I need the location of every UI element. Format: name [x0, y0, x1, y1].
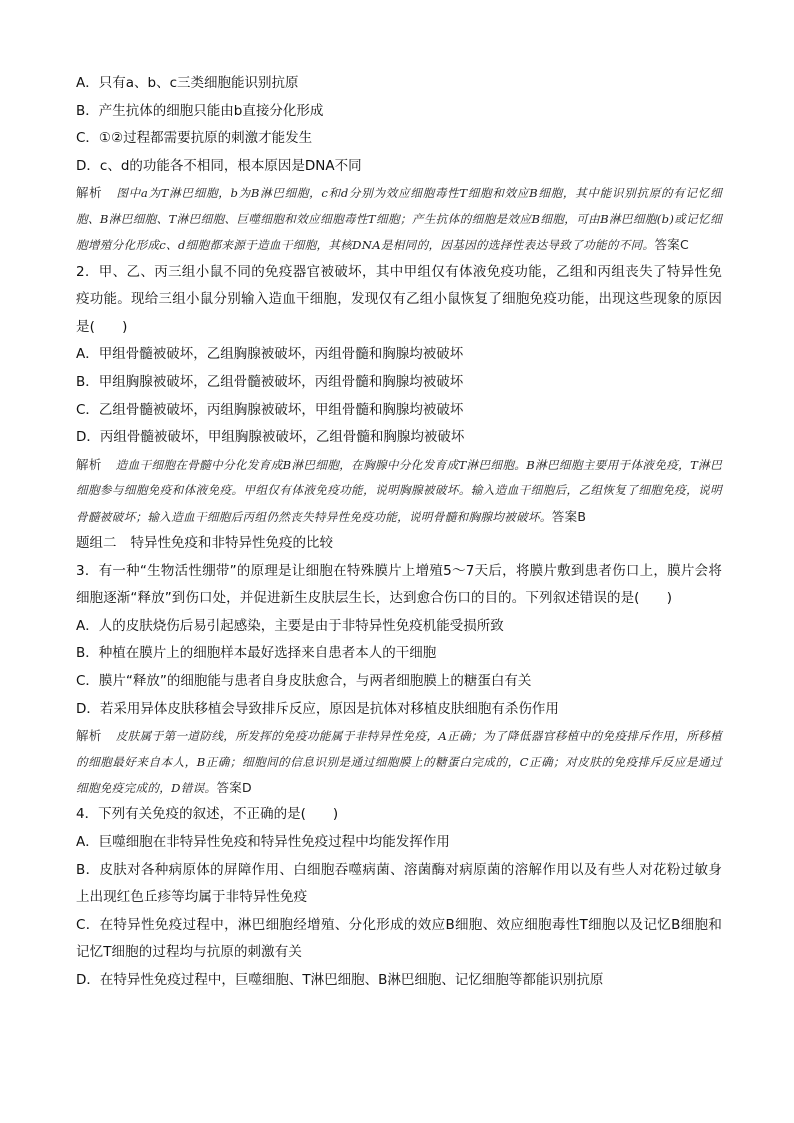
q1-option-d: D．c、d的功能各不相同，根本原因是DNA不同: [76, 157, 362, 174]
q1-analysis: [76, 180, 722, 258]
q3-option-c: C．膜片“释放”的细胞能与患者自身皮肤愈合，与两者细胞膜上的糖蛋白有关: [76, 672, 532, 689]
q4-option-c: C．在特异性免疫过程中，淋巴细胞经增殖、分化形成的效应B细胞、效应细胞毒性T细胞以及记忆B细胞和记忆T细胞的过程均与抗原的刺激有关: [76, 916, 722, 961]
analysis-text: 造血干细胞在骨髓中分化发育成B淋巴细胞，在胸腺中分化发育成T淋巴细胞。B淋巴细胞主要用于体液免疫，T淋巴细胞参与细胞免疫和体液免疫。甲组仅有体液免疫功能，说明胸腺被破坏。输入造血干细胞后，乙组恢复了细胞免疫，说明骨髓被破坏；输入造血干细胞后丙组仍然丧失特异性免疫功能，说明骨髓和胸腺均被破坏。: [76, 457, 722, 524]
group-title: 特异性免疫和非特异性免疫的比较: [130, 534, 333, 551]
analysis-label: 解析: [76, 456, 102, 472]
q3-stem: 3．有一种“生物活性绷带”的原理是让细胞在特殊膜片上增殖5～7天后，将膜片敷到患者伤口上，膜片会将细胞逐渐“释放”到伤口处，并促进新生皮肤层生长，达到愈合伤口的目的。下列叙述错误的是( ): [76, 562, 722, 607]
analysis-text: 图中a为T淋巴细胞，b为B淋巴细胞，c和d分别为效应细胞毒性T细胞和效应B细胞，其中能识别抗原的有记忆细胞、B淋巴细胞、T淋巴细胞、巨噬细胞和效应细胞毒性T细胞；产生抗体的细胞是效应B细胞，可由B淋巴细胞(b)或记忆细胞增殖分化形成c、d细胞都来源于造血干细胞，其核DNA是相同的，因基因的选择性表达导致了功能的不同。: [76, 186, 722, 253]
analysis-label: 解析: [76, 185, 103, 201]
q4-option-b: B．皮肤对各种病原体的屏障作用、白细胞吞噬病菌、溶菌酶对病原菌的溶解作用以及有些人对花粉过敏身上出现红色丘疹等均属于非特异性免疫: [76, 861, 722, 906]
q4-option-a: A．巨噬细胞在非特异性免疫和特异性免疫过程中均能发挥作用: [76, 833, 450, 850]
q2-option-c: C．乙组骨髓被破坏，丙组胸腺被破坏，甲组骨髓和胸腺均被破坏: [76, 401, 464, 418]
q3-option-a: A．人的皮肤烧伤后易引起感染，主要是由于非特异性免疫机能受损所致: [76, 617, 504, 634]
page-content: [76, 70, 722, 995]
q3-option-d: D．若采用异体皮肤移植会导致排斥反应，原因是抗体对移植皮肤细胞有杀伤作用: [76, 700, 559, 717]
q4-stem: 4．下列有关免疫的叙述，不正确的是( ): [76, 806, 339, 823]
q3-option-b: B．种植在膜片上的细胞样本最好选择来自患者本人的干细胞: [76, 645, 437, 662]
q2-analysis: [76, 452, 722, 530]
q1-option-b: B．产生抗体的细胞只能由b直接分化形成: [76, 102, 324, 119]
answer-text: 答案C: [654, 237, 690, 253]
q2-stem: 2．甲、乙、丙三组小鼠不同的免疫器官被破坏，其中甲组仅有体液免疫功能，乙组和丙组丧失了特异性免疫功能。现给三组小鼠分别输入造血干细胞，发现仅有乙组小鼠恢复了细胞免疫功能，出现这些现象的原因是( ): [76, 263, 722, 335]
q3-analysis: [76, 723, 722, 801]
answer-text: 答案B: [551, 508, 587, 524]
q4-option-d: D．在特异性免疫过程中，巨噬细胞、T淋巴细胞、B淋巴细胞、记忆细胞等都能识别抗原: [76, 971, 604, 988]
q2-option-b: B．甲组胸腺被破坏，乙组骨髓被破坏，丙组骨髓和胸腺均被破坏: [76, 373, 464, 390]
answer-text: 答案D: [216, 779, 252, 795]
q1-option-c: C．①②过程都需要抗原的刺激才能发生: [76, 130, 313, 147]
q2-option-d: D．丙组骨髓被破坏，甲组胸腺被破坏，乙组骨髓和胸腺均被破坏: [76, 429, 465, 446]
q1-option-a: A．只有a、b、c三类细胞能识别抗原: [76, 75, 299, 91]
group-heading: [76, 530, 722, 558]
analysis-label: 解析: [76, 728, 102, 744]
group-label: 题组二: [76, 534, 117, 551]
q2-option-a: A．甲组骨髓被破坏，乙组胸腺被破坏，丙组骨髓和胸腺均被破坏: [76, 346, 464, 363]
analysis-text: 皮肤属于第一道防线，所发挥的免疫功能属于非特异性免疫，A正确；为了降低器官移植中的免疫排斥作用，所移植的细胞最好来自本人，B正确；细胞间的信息识别是通过细胞膜上的糖蛋白完成的，C正确；对皮肤的免疫排斥反应是通过细胞免疫完成的，D错误。: [76, 729, 722, 795]
